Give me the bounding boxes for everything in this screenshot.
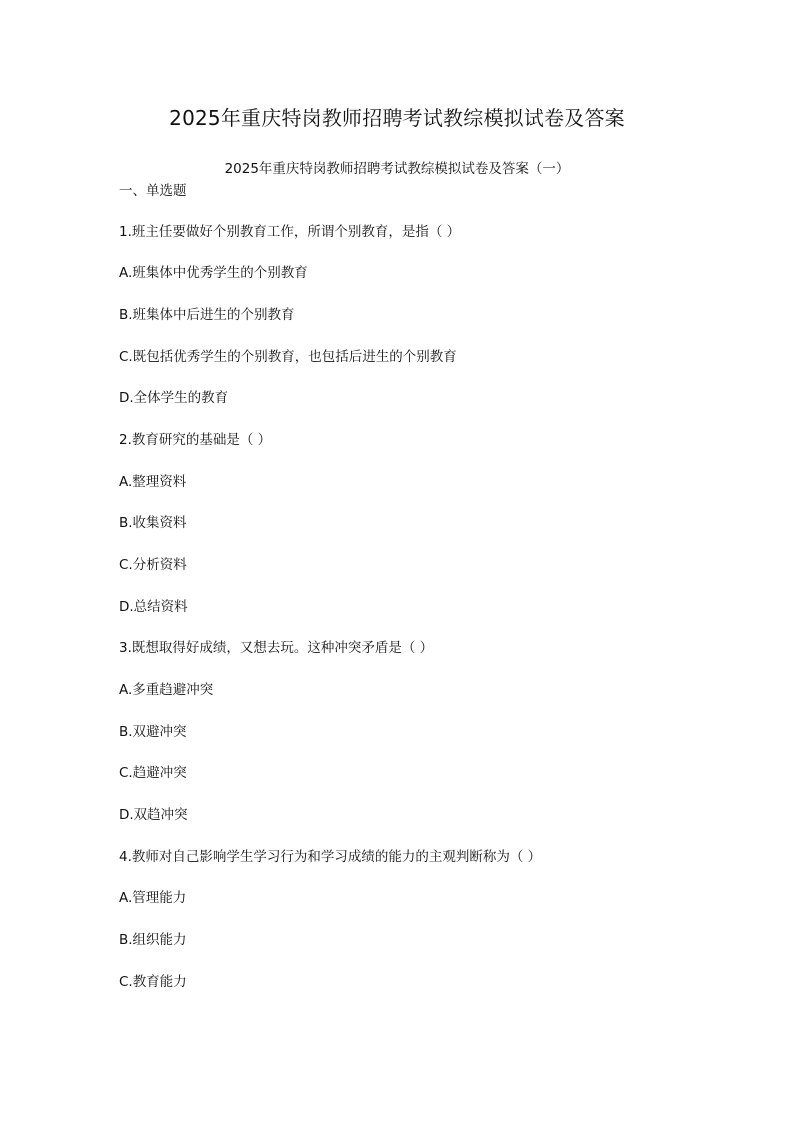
question-4-option-a: A.管理能力 — [119, 890, 187, 906]
question-3-option-a: A.多重趋避冲突 — [119, 682, 214, 698]
question-2-option-d: D.总结资料 — [119, 599, 188, 615]
question-1-option-c: C.既包括优秀学生的个别教育，也包括后进生的个别教育 — [119, 349, 457, 365]
document-subtitle: 2025年重庆特岗教师招聘考试教综模拟试卷及答案（一） — [224, 161, 570, 177]
question-4: 4.教师对自己影响学生学习行为和学习成绩的能力的主观判断称为（ ） — [119, 849, 542, 865]
question-4-option-c: C.教育能力 — [119, 974, 187, 990]
question-2-option-a: A.整理资料 — [119, 474, 187, 490]
question-1-option-d: D.全体学生的教育 — [119, 390, 229, 406]
question-2: 2.教育研究的基础是（ ） — [119, 432, 272, 448]
question-3-option-d: D.双趋冲突 — [119, 807, 188, 823]
question-2-option-c: C.分析资料 — [119, 557, 187, 573]
question-1-option-a: A.班集体中优秀学生的个别教育 — [119, 265, 308, 281]
document-title: 2025年重庆特岗教师招聘考试教综模拟试卷及答案 — [169, 106, 625, 130]
question-1: 1.班主任要做好个别教育工作，所谓个别教育，是指（ ） — [119, 224, 461, 240]
question-1-option-b: B.班集体中后进生的个别教育 — [119, 307, 295, 323]
section-heading: 一、单选题 — [119, 183, 187, 199]
question-2-option-b: B.收集资料 — [119, 515, 187, 531]
question-3: 3.既想取得好成绩，又想去玩。这种冲突矛盾是（ ） — [119, 640, 434, 656]
question-3-option-b: B.双避冲突 — [119, 724, 187, 740]
question-3-option-c: C.趋避冲突 — [119, 765, 187, 781]
question-4-option-b: B.组织能力 — [119, 932, 187, 948]
